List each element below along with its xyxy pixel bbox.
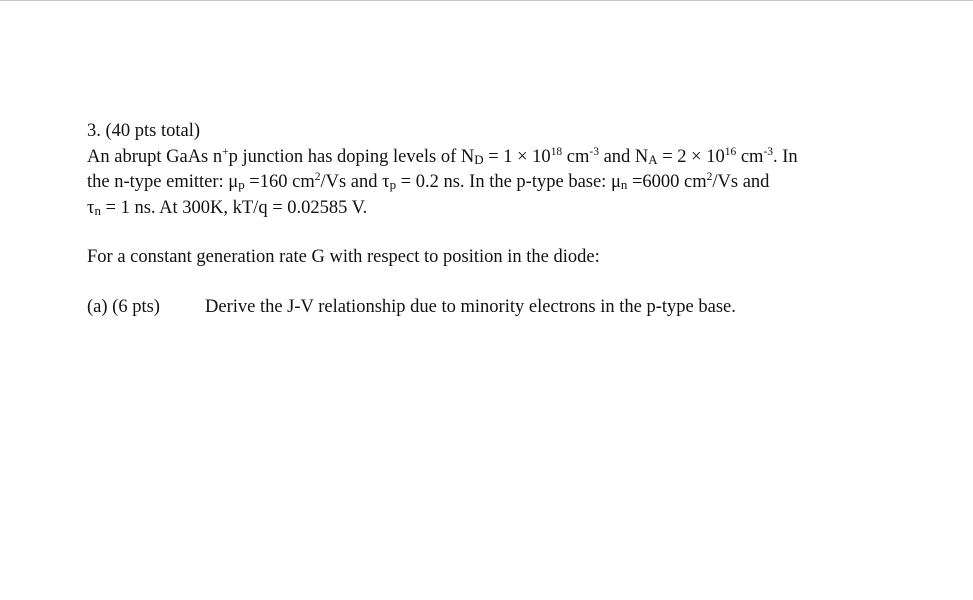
part-a-text: Derive the J-V relationship due to minority electrons in the p-type base. [205, 296, 736, 317]
part-a [87, 295, 947, 321]
superscript: 16 [724, 145, 737, 158]
subscript: D [474, 151, 484, 167]
problem-line-1 [87, 145, 947, 171]
subscript: n [620, 176, 628, 192]
text-run: =6000 cm [627, 172, 707, 192]
text-run: = 2 × 10 [657, 146, 725, 167]
problem-line-2 [87, 170, 947, 196]
text-run: and N [598, 146, 649, 167]
superscript: 2 [314, 170, 321, 183]
problem-header: 3. (40 pts total) [87, 121, 201, 141]
text-run: = 1 × 10 [483, 146, 551, 167]
subscript: p [389, 176, 397, 192]
text-run: =160 cm [244, 172, 315, 192]
superscript: 2 [706, 170, 713, 183]
problem-line-3 [87, 196, 947, 222]
text-run: cm [562, 146, 590, 167]
text-run: τ [87, 197, 95, 218]
text-run: /Vs and τ [320, 172, 390, 192]
subscript: A [648, 151, 658, 167]
superscript: + [222, 145, 229, 158]
superscript: 18 [550, 145, 563, 158]
part-a-label: (a) (6 pts) [87, 296, 160, 317]
paragraph-gap [87, 221, 947, 245]
text-run: = 0.2 ns. In the p-type base: μ [396, 172, 621, 192]
subscript: p [238, 176, 245, 192]
text-run: . In [773, 146, 798, 167]
text-run: p junction has doping levels of N [228, 146, 475, 167]
text-run: cm [736, 146, 764, 167]
paragraph-gap [87, 271, 947, 295]
problem-text [87, 119, 947, 320]
top-border [0, 0, 973, 1]
text-run: /Vs and [712, 172, 770, 192]
superscript: -3 [589, 145, 599, 158]
text-run: An abrupt GaAs n [87, 146, 223, 167]
subscript: n [94, 202, 101, 218]
text-run: = 1 ns. At 300K, kT/q = 0.02585 V. [100, 197, 368, 218]
text-run: the n-type emitter: μ [87, 172, 239, 192]
problem-statement: For a constant generation rate G with respect to position in the diode: [87, 247, 600, 267]
superscript: -3 [763, 145, 774, 158]
